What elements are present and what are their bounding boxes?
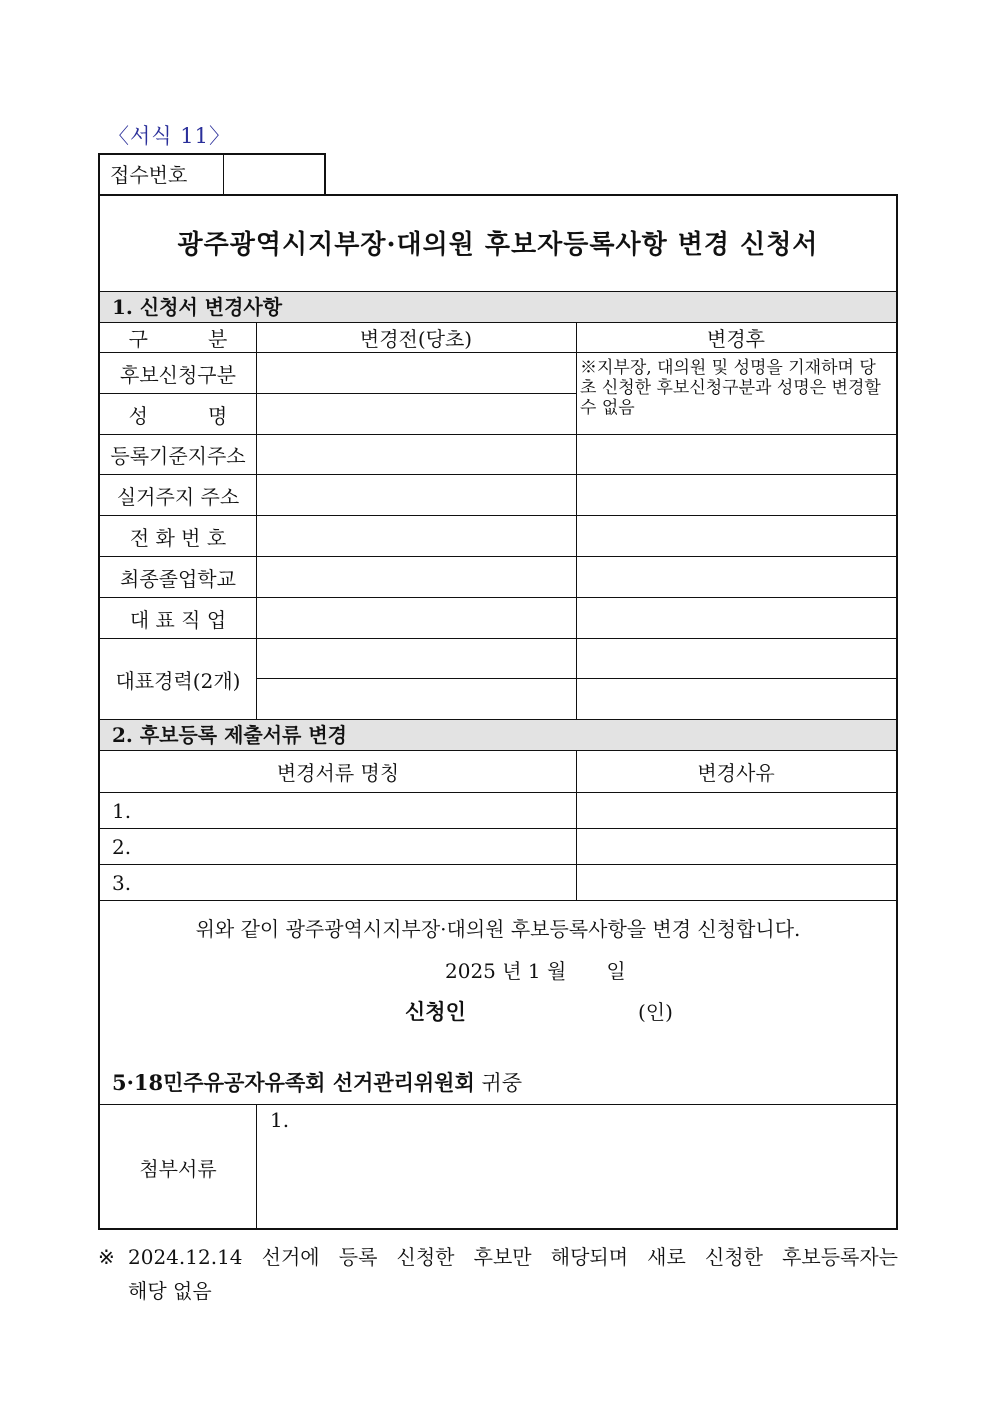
before-name-field[interactable] (257, 394, 576, 434)
row-label-phone: 전 화 번 호 (129, 525, 227, 550)
col-before-header: 변경전(당초) (359, 326, 473, 351)
row-label-occupation: 대 표 직 업 (129, 607, 227, 632)
col-after-header: 변경후 (707, 326, 765, 351)
after-registered-address-field[interactable] (577, 435, 896, 474)
applicant-label: 신청인 (405, 999, 466, 1024)
attachments-field[interactable]: 1. (270, 1108, 290, 1132)
seal-label: (인) (638, 1000, 673, 1024)
reason-field-2[interactable] (577, 829, 896, 864)
col-doc-name-header: 변경서류 명칭 (276, 761, 400, 785)
before-candidate-type-field[interactable] (257, 353, 576, 393)
row-label-name: 성 명 (128, 403, 228, 428)
before-career-1-field[interactable] (257, 639, 576, 678)
before-occupation-field[interactable] (257, 598, 576, 638)
col-reason-header: 변경사유 (697, 761, 775, 785)
row-label-residential-address: 실거주지 주소 (116, 484, 240, 509)
after-career-1-field[interactable] (577, 639, 896, 678)
before-phone-field[interactable] (257, 516, 576, 556)
after-occupation-field[interactable] (577, 598, 896, 638)
footnote-line-2: 해당 없음 (128, 1279, 212, 1303)
before-career-2-field[interactable] (257, 679, 576, 719)
row-label-career: 대표경력(2개) (115, 668, 241, 693)
form-number-label: 〈서식 11〉 (108, 124, 231, 148)
addressee-suffix: 귀중 (481, 1071, 523, 1095)
row-label-school: 최종졸업학교 (120, 566, 236, 591)
after-phone-field[interactable] (577, 516, 896, 556)
reason-field-3[interactable] (577, 865, 896, 900)
before-residential-address-field[interactable] (257, 475, 576, 515)
footnote-mark: ※ (98, 1245, 115, 1269)
form-title: 광주광역시지부장·대의원 후보자등록사항 변경 신청서 (177, 230, 819, 260)
before-registered-address-field[interactable] (257, 435, 576, 474)
application-date[interactable]: 2025 년 1 월 일 (445, 959, 626, 983)
after-residential-address-field[interactable] (577, 475, 896, 515)
footnote (98, 1240, 898, 1310)
row-label-candidate-type: 후보신청구분 (120, 362, 236, 387)
after-school-field[interactable] (577, 557, 896, 597)
footnote-line-1: 2024.12.14 선거에 등록 신청한 후보만 해당되며 새로 신청한 후보등록자는 (128, 1245, 898, 1269)
after-career-2-field[interactable] (577, 679, 896, 719)
doc-item-1[interactable]: 1. (112, 798, 132, 823)
section2-heading: 2. 후보등록 제출서류 변경 (100, 719, 896, 751)
before-school-field[interactable] (257, 557, 576, 597)
receipt-number-label: 접수번호 (100, 155, 224, 195)
doc-item-2[interactable]: 2. (112, 834, 132, 859)
receipt-number-field[interactable] (224, 155, 324, 195)
declaration-text: 위와 같이 광주광역시지부장·대의원 후보등록사항을 변경 신청합니다. (195, 917, 801, 941)
row-label-registered-address: 등록기준지주소 (110, 444, 246, 468)
col-category-header: 구 분 (128, 326, 228, 351)
reason-field-1[interactable] (577, 793, 896, 828)
doc-item-3[interactable]: 3. (112, 870, 132, 895)
section1-heading: 1. 신청서 변경사항 (100, 291, 896, 323)
addressee-name: 5·18민주유공자유족회 선거관리위원회 (112, 1070, 475, 1095)
addressee (112, 1067, 522, 1097)
attachments-label: 첨부서류 (139, 1156, 217, 1181)
receipt-number-box (98, 153, 326, 195)
change-restriction-note: ※지부장, 대의원 및 성명을 기재하며 당초 신청한 후보신청구분과 성명은 변경할 수 없음 (580, 358, 881, 418)
